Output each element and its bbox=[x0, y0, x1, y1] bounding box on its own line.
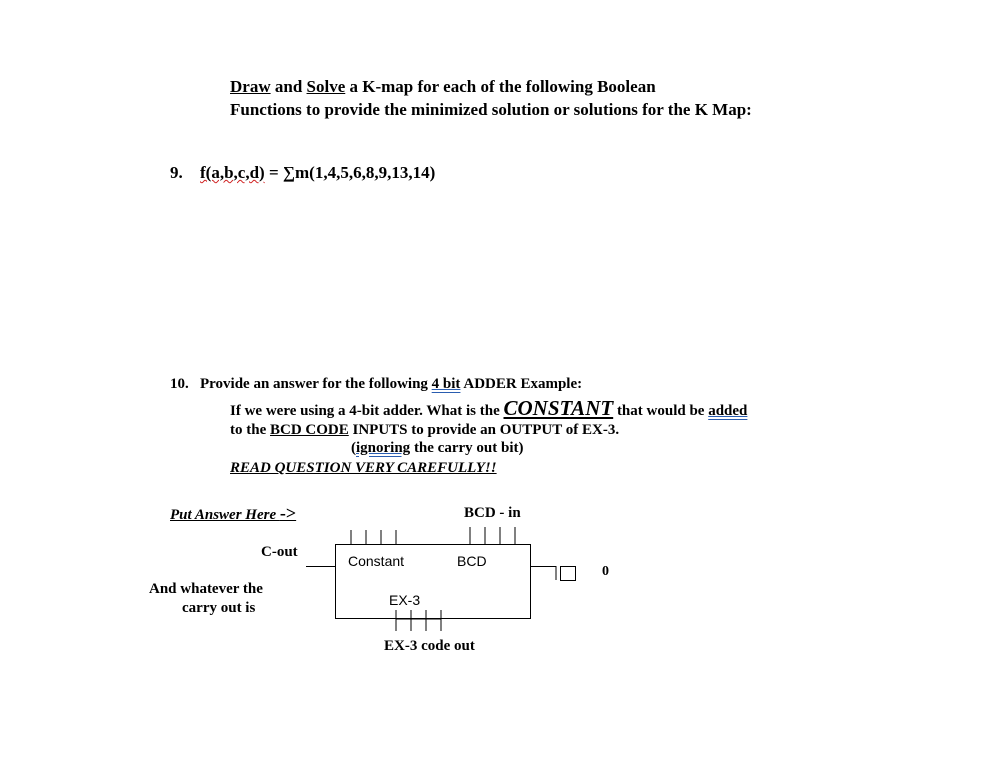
prompt-end: ADDER Example: bbox=[460, 376, 583, 392]
ex3-label: EX-3 bbox=[389, 592, 421, 608]
and-word: and bbox=[270, 77, 307, 96]
answer-label-text: Put Answer Here bbox=[170, 507, 280, 523]
bcd-code-word: BCD CODE bbox=[270, 422, 349, 438]
line-4-end: the carry out bit) bbox=[410, 440, 524, 456]
constant-label: Constant bbox=[348, 553, 405, 569]
arrow-glyph: -> bbox=[279, 503, 297, 523]
question-10-number: 10. bbox=[170, 376, 189, 392]
bcd-in-label: BCD - in bbox=[464, 505, 521, 521]
adder-box bbox=[336, 545, 531, 619]
question-9-number: 9. bbox=[170, 163, 183, 182]
draw-word: Draw bbox=[230, 77, 271, 96]
constant-word: CONSTANT bbox=[503, 396, 614, 420]
line-2-mid: that would be bbox=[613, 403, 709, 419]
zero-label: 0 bbox=[602, 564, 609, 579]
instruction-line-1-rest: a K-map for each of the following Boolean bbox=[345, 77, 656, 96]
function-name: f(a,b,c,d) bbox=[200, 163, 265, 182]
minterm-list: = ∑m(1,4,5,6,8,9,13,14) bbox=[264, 163, 436, 182]
carry-text-line-1: And whatever the bbox=[149, 581, 263, 597]
carry-in-box bbox=[561, 567, 576, 581]
bcd-label: BCD bbox=[457, 553, 487, 569]
prompt-start: Provide an answer for the following bbox=[200, 376, 432, 392]
careful-warning: READ QUESTION VERY CAREFULLY!! bbox=[230, 460, 497, 476]
added-word: added bbox=[708, 403, 748, 419]
carry-text-line-2: carry out is bbox=[182, 600, 256, 616]
line-3-end: INPUTS to provide an OUTPUT of EX-3. bbox=[348, 422, 620, 438]
ex3-out-label: EX-3 code out bbox=[384, 638, 475, 654]
line-3-start: to the bbox=[230, 422, 270, 438]
paren-open: ( bbox=[351, 440, 356, 456]
solve-word: Solve bbox=[306, 77, 346, 96]
ignoring-word: ignoring bbox=[356, 440, 411, 456]
c-out-label: C-out bbox=[261, 544, 298, 560]
line-2-start: If we were using a 4-bit adder. What is the bbox=[230, 403, 504, 419]
four-bit-word: 4 bit bbox=[431, 376, 461, 392]
instruction-line-2: Functions to provide the minimized solution or solutions for the K Map: bbox=[230, 100, 752, 119]
